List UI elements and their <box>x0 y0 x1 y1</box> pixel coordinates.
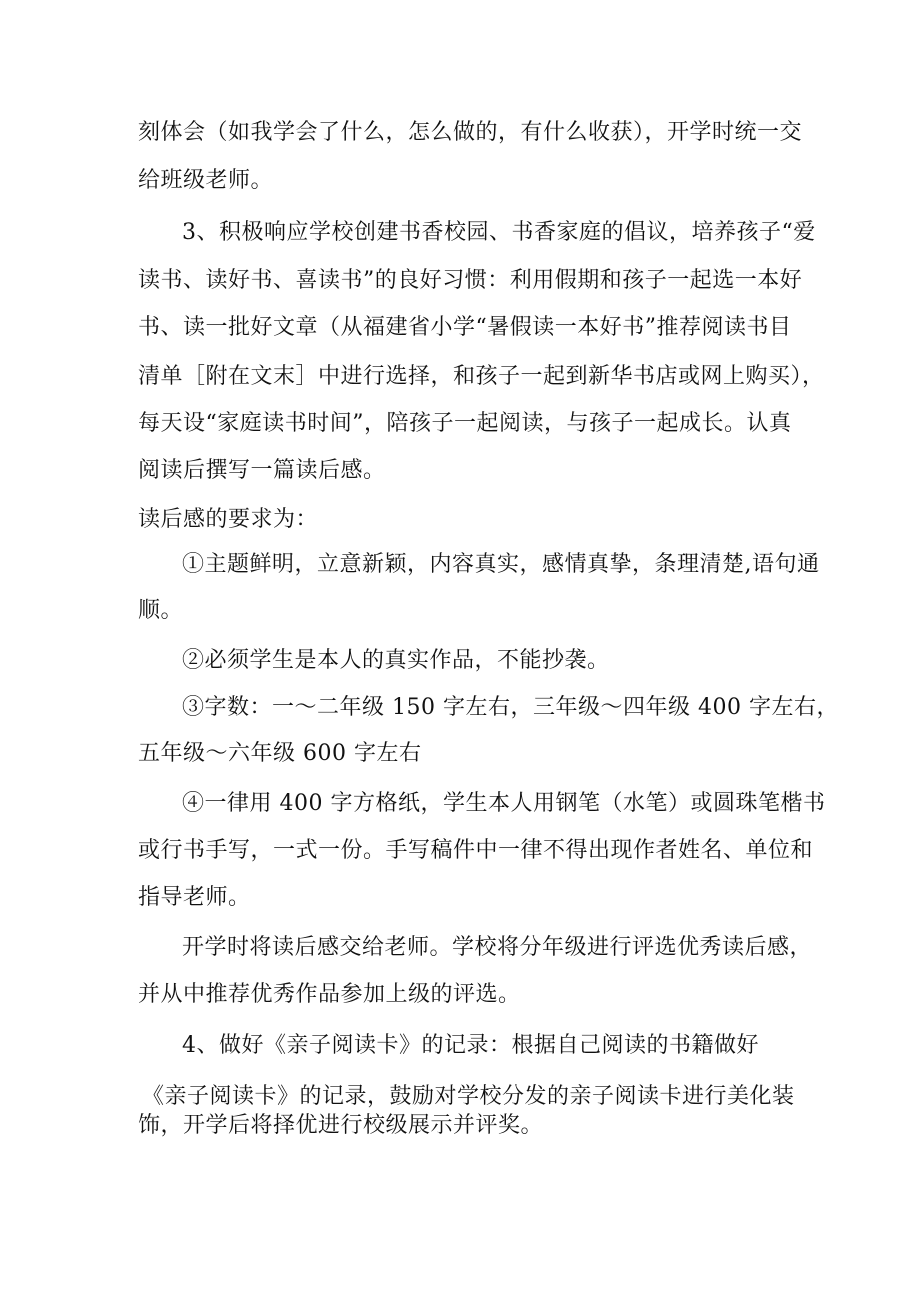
paragraph-3-line-1: 3、积极响应学校创建书香校园、书香家庭的倡议，培养孩子“爱 <box>182 220 816 245</box>
requirement-1-line-1: ①主题鲜明，立意新颖，内容真实，感情真挚，条理清楚,语句通 <box>182 552 820 577</box>
requirement-1-line-2: 顺。 <box>138 598 184 623</box>
requirements-heading: 读后感的要求为： <box>138 507 319 532</box>
requirement-4-line-1: ④一律用 400 字方格纸，学生本人用钢笔（水笔）或圆珠笔楷书 <box>182 791 826 816</box>
submission-line-2: 并从中推荐优秀作品参加上级的评选。 <box>138 982 521 1007</box>
submission-line-1: 开学时将读后感交给老师。学校将分年级进行评选优秀读后感， <box>182 935 813 960</box>
paragraph-4-line-2: 《亲子阅读卡》的记录，鼓励对学校分发的亲子阅读卡进行美化装 <box>142 1084 795 1109</box>
requirement-4-line-3: 指导老师。 <box>138 885 251 910</box>
paragraph-3-line-4: 清单［附在文末］中进行选择，和孩子一起到新华书店或网上购买）， <box>138 364 825 389</box>
paragraph-1-line-1: 刻体会（如我学会了什么，怎么做的，有什么收获），开学时统一交 <box>138 120 803 145</box>
paragraph-4-line-3: 饰，开学后将择优进行校级展示并评奖。 <box>138 1113 544 1138</box>
requirement-2-line-1: ②必须学生是本人的真实作品，不能抄袭。 <box>182 648 610 673</box>
paragraph-3-line-3: 书、读一批好文章（从福建省小学“暑假读一本好书”推荐阅读书目 <box>138 315 792 340</box>
paragraph-3-line-6: 阅读后撰写一篇读后感。 <box>138 458 386 483</box>
paragraph-3-line-5: 每天设“家庭读书时间”，陪孩子一起阅读，与孩子一起成长。认真 <box>138 411 792 436</box>
paragraph-4-line-1: 4、做好《亲子阅读卡》的记录：根据自己阅读的书籍做好 <box>182 1033 759 1058</box>
paragraph-3-line-2: 读书、读好书、喜读书”的良好习惯：利用假期和孩子一起选一本好 <box>138 268 803 293</box>
requirement-3-line-2: 五年级～六年级 600 字左右 <box>138 741 422 766</box>
requirement-3-line-1: ③字数：一～二年级 150 字左右，三年级～四年级 400 字左右， <box>182 695 839 720</box>
requirement-4-line-2: 或行书手写，一式一份。手写稿件中一律不得出现作者姓名、单位和 <box>138 838 814 863</box>
paragraph-1-line-2: 给班级老师。 <box>138 168 274 193</box>
